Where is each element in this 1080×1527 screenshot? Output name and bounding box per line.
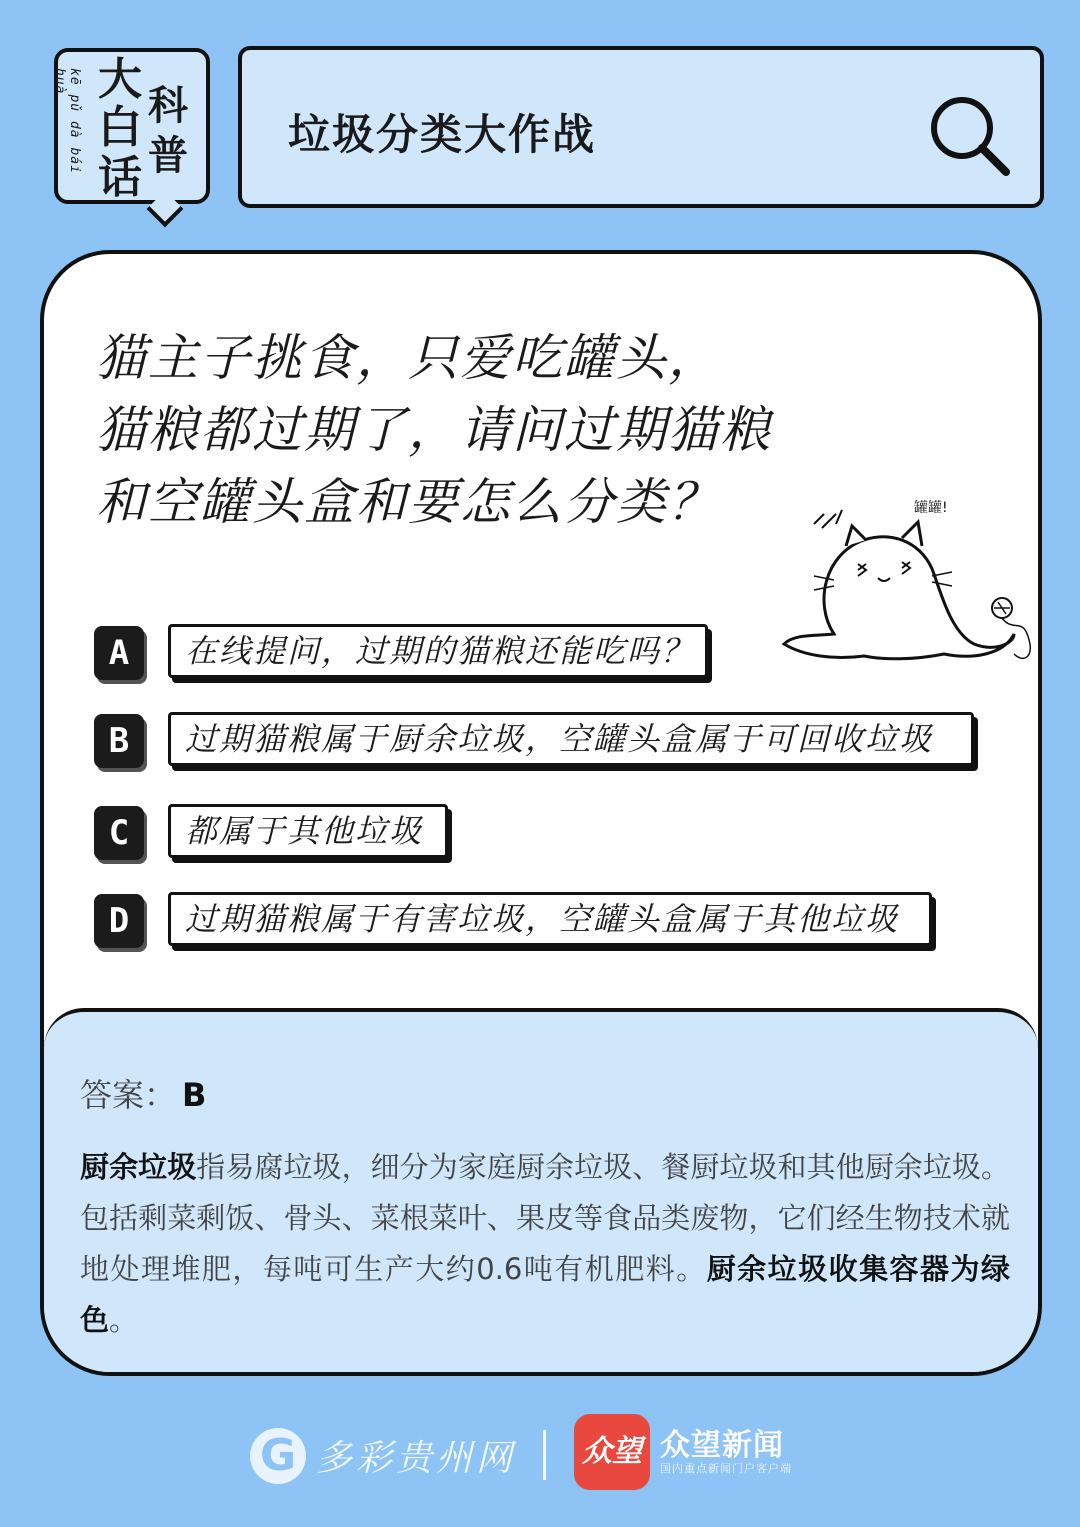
footer [0, 1400, 1080, 1500]
option-key[interactable]: A [94, 626, 144, 680]
zhongwang-logo: 众望 [574, 1414, 650, 1490]
logo-char: 科 [148, 82, 188, 129]
search-bar[interactable] [238, 46, 1044, 208]
logo-char: 话 [98, 152, 142, 203]
option-key[interactable]: C [94, 806, 144, 860]
logo-badge [54, 48, 210, 204]
logo-pinyin: kē pǔ dà bái huà [52, 68, 82, 174]
logo-char: 普 [148, 132, 188, 179]
question-line: 和空罐头盒和要怎么分类？ [96, 473, 720, 531]
answer-label [80, 1070, 206, 1116]
cat-caption: 罐罐! [914, 500, 948, 516]
question-card [40, 250, 1042, 1376]
option-text[interactable]: 在线提问，过期的猫粮还能吃吗？ [168, 624, 708, 678]
answer-label-text: 答案： [80, 1076, 177, 1114]
footer-divider [543, 1430, 546, 1480]
option-text[interactable]: 过期猫粮属于厨余垃圾，空罐头盒属于可回收垃圾 [168, 712, 974, 766]
brand-slogan: 国内重点新闻门户客户端 [660, 1462, 792, 1475]
answer-explanation [80, 1142, 1010, 1346]
option-key[interactable]: B [94, 714, 144, 768]
option-text[interactable]: 都属于其他垃圾 [168, 804, 448, 858]
cat-illustration-icon [774, 484, 1034, 674]
logo-char: 白 [98, 102, 142, 153]
brand-name-duocai: 多彩贵州网 [316, 1438, 517, 1479]
option-key[interactable]: D [94, 894, 144, 948]
answer-explanation-text: 指易腐垃圾，细分为家庭厨余垃圾、餐厨垃圾和其他厨余垃圾。包括剩菜剩饭、骨头、菜根菜叶、果皮等食品类废物，它们经生物技术就地处理堆肥，每吨可生产大约0.6吨有机肥料。 [80, 1150, 1010, 1286]
question-line: 猫粮都过期了，请问过期猫粮 [96, 401, 772, 459]
answer-bold-term: 厨余垃圾 [80, 1150, 197, 1184]
answer-explanation-end: 。 [109, 1303, 139, 1337]
option-text[interactable]: 过期猫粮属于有害垃圾，空罐头盒属于其他垃圾 [168, 892, 932, 946]
answer-panel [44, 1008, 1038, 1376]
answer-bold-note: 厨余垃圾收集容器为绿色 [80, 1252, 1010, 1337]
answer-value: B [182, 1076, 207, 1114]
question-line: 猫主子挑食，只爱吃罐头， [96, 329, 720, 387]
duocai-guizhou-logo: G [250, 1428, 306, 1484]
logo-char: 大 [98, 54, 142, 105]
brand-name-zhongwang: 众望新闻 [660, 1428, 784, 1463]
search-query-text[interactable]: 垃圾分类大作战 [288, 110, 597, 159]
search-icon[interactable] [922, 88, 1018, 184]
